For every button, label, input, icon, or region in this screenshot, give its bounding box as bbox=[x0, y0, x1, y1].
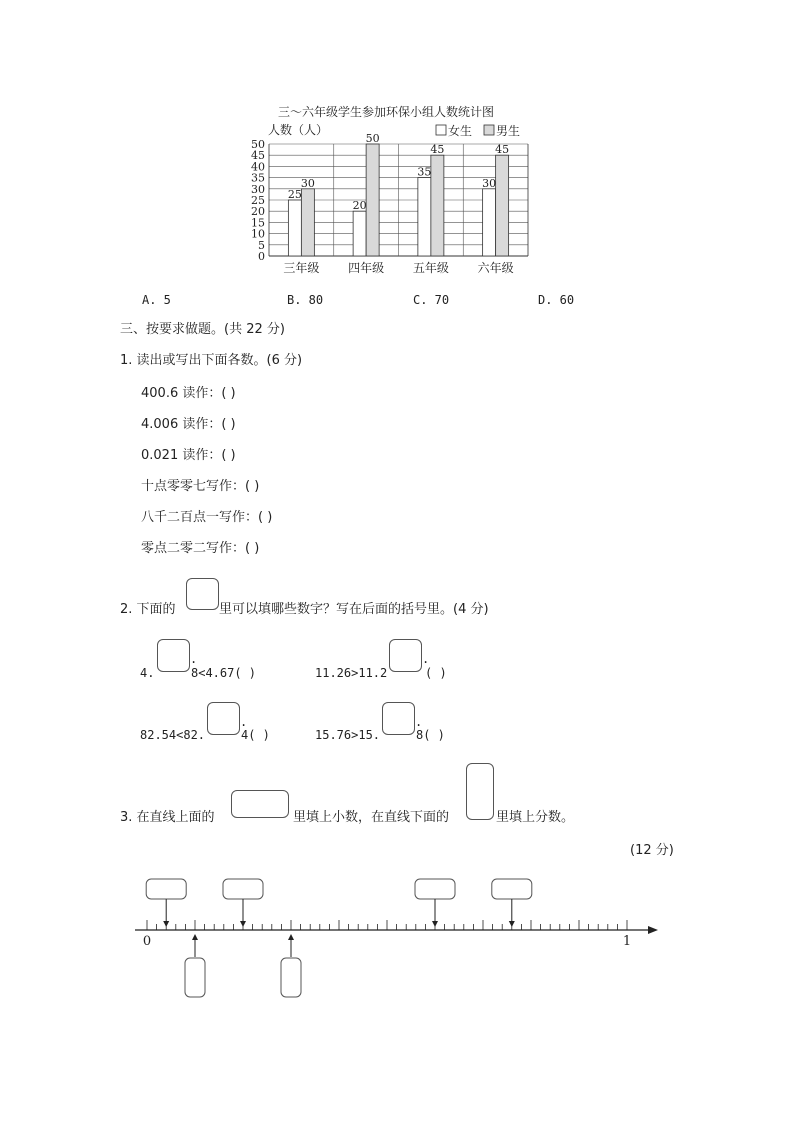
q1-title: 1. 读出或写出下面各数。(6 分) bbox=[120, 353, 303, 368]
answer-box-example bbox=[186, 578, 219, 610]
legend-label-2: 男生 bbox=[496, 124, 521, 138]
x-tick-label-2: 四年级 bbox=[348, 261, 385, 275]
bar-value-2-1: 20 bbox=[352, 199, 367, 213]
q2-item-4-post: 8( ) bbox=[416, 728, 445, 742]
bar-2-1 bbox=[353, 211, 366, 256]
q2-item-2-dot: . bbox=[422, 652, 430, 666]
choice-d[interactable]: D. 60 bbox=[538, 293, 575, 307]
q3-title-start: 3. 在直线上面的 bbox=[120, 810, 215, 825]
x-tick-label-4: 六年级 bbox=[477, 261, 514, 275]
choice-c[interactable]: C. 70 bbox=[413, 293, 450, 307]
q3-title-end: 里填上分数。 bbox=[496, 810, 575, 825]
q2-title-start: 2. 下面的 bbox=[120, 602, 176, 617]
decimal-answer-box-2[interactable] bbox=[223, 879, 263, 899]
bar-value-2-2: 50 bbox=[365, 132, 380, 145]
q1-item-1: 400.6 读作：( ) bbox=[141, 386, 236, 401]
chart-title: 三～六年级学生参加环保小组人数统计图 bbox=[277, 105, 495, 119]
legend-label-1: 女生 bbox=[448, 124, 473, 138]
bar-value-1-2: 30 bbox=[300, 176, 315, 190]
y-tick-label-3: 15 bbox=[251, 216, 265, 230]
bar-3-2 bbox=[431, 155, 444, 256]
axis-arrowhead-icon bbox=[648, 926, 658, 934]
q2-item-3-box[interactable] bbox=[207, 702, 240, 735]
fraction-answer-box-1[interactable] bbox=[185, 958, 205, 997]
decimal-answer-box-4[interactable] bbox=[492, 879, 532, 899]
section-title: 三、按要求做题。(共 22 分) bbox=[120, 322, 285, 337]
q2-item-4-box[interactable] bbox=[382, 702, 415, 735]
q2-item-1-box[interactable] bbox=[157, 639, 190, 672]
y-tick-label-6: 30 bbox=[251, 182, 265, 196]
y-tick-label-4: 20 bbox=[251, 205, 265, 219]
legend-swatch-2 bbox=[484, 125, 494, 135]
y-tick-label-1: 5 bbox=[258, 238, 265, 252]
bar-1-2 bbox=[301, 189, 314, 256]
q1-item-2: 4.006 读作：( ) bbox=[141, 417, 236, 432]
fraction-answer-box-2[interactable] bbox=[281, 958, 301, 997]
number-line bbox=[130, 868, 670, 1003]
bar-3-1 bbox=[418, 178, 431, 256]
q2-item-2-pre: 11.26>11.2 bbox=[315, 666, 388, 680]
x-tick-label-3: 五年级 bbox=[412, 261, 449, 275]
y-tick-label-10: 50 bbox=[251, 138, 265, 151]
q2-item-1-dot: . bbox=[190, 652, 198, 666]
q2-item-4-pre: 15.76>15. bbox=[315, 728, 381, 742]
y-tick-label-2: 10 bbox=[251, 227, 265, 241]
q1-item-5: 八千二百点一写作：( ) bbox=[141, 510, 273, 525]
decimal-answer-box-3[interactable] bbox=[415, 879, 455, 899]
q2-item-2-box[interactable] bbox=[389, 639, 422, 672]
q1-item-6: 零点二零二写作：( ) bbox=[141, 541, 260, 556]
y-tick-label-9: 45 bbox=[251, 149, 265, 163]
fraction-box-example bbox=[466, 763, 494, 820]
y-tick-label-7: 35 bbox=[251, 171, 265, 185]
q3-points: (12 分) bbox=[630, 843, 674, 858]
choice-a[interactable]: A. 5 bbox=[142, 293, 171, 307]
y-tick-label-8: 40 bbox=[251, 160, 265, 174]
bar-1-1 bbox=[288, 200, 301, 256]
bar-value-4-2: 45 bbox=[495, 143, 510, 157]
bar-value-1-1: 25 bbox=[287, 188, 302, 201]
q2-item-1-pre: 4. bbox=[140, 666, 155, 680]
bar-4-1 bbox=[483, 189, 496, 256]
q2-item-2-post: ( ) bbox=[425, 666, 447, 680]
q2-item-1-post: 8<4.67( ) bbox=[191, 666, 257, 680]
up-arrow-icon bbox=[288, 934, 294, 940]
y-tick-label-5: 25 bbox=[251, 194, 265, 207]
bar-value-4-1: 30 bbox=[482, 176, 497, 190]
down-arrow-icon bbox=[509, 921, 515, 927]
bar-4-2 bbox=[496, 155, 509, 256]
decimal-box-example bbox=[231, 790, 289, 818]
q2-item-3-pre: 82.54<82. bbox=[140, 728, 206, 742]
down-arrow-icon bbox=[240, 921, 246, 927]
choice-b[interactable]: B. 80 bbox=[287, 293, 324, 307]
legend-swatch-1 bbox=[436, 125, 446, 135]
q1-item-3: 0.021 读作：( ) bbox=[141, 448, 236, 463]
y-axis-label: 人数（人） bbox=[268, 123, 329, 137]
bar-2-2 bbox=[366, 144, 379, 256]
q2-item-3-dot: . bbox=[240, 715, 248, 729]
q2-item-3-post: 4( ) bbox=[241, 728, 270, 742]
q2-item-4-dot: . bbox=[415, 715, 423, 729]
numline-label-end: 1 bbox=[622, 934, 632, 949]
up-arrow-icon bbox=[192, 934, 198, 940]
q1-item-4: 十点零零七写作：( ) bbox=[141, 479, 260, 494]
y-tick-label-0: 0 bbox=[258, 250, 265, 263]
down-arrow-icon bbox=[432, 921, 438, 927]
bar-chart bbox=[240, 100, 540, 280]
decimal-answer-box-1[interactable] bbox=[146, 879, 186, 899]
bar-value-3-1: 35 bbox=[417, 165, 432, 179]
bar-value-3-2: 45 bbox=[430, 143, 445, 157]
numline-label-start: 0 bbox=[142, 934, 152, 949]
q3-title-middle: 里填上小数，在直线下面的 bbox=[293, 810, 450, 825]
down-arrow-icon bbox=[163, 921, 169, 927]
q2-title-end: 里可以填哪些数字？写在后面的括号里。(4 分) bbox=[219, 602, 489, 617]
x-tick-label-1: 三年级 bbox=[283, 261, 320, 275]
